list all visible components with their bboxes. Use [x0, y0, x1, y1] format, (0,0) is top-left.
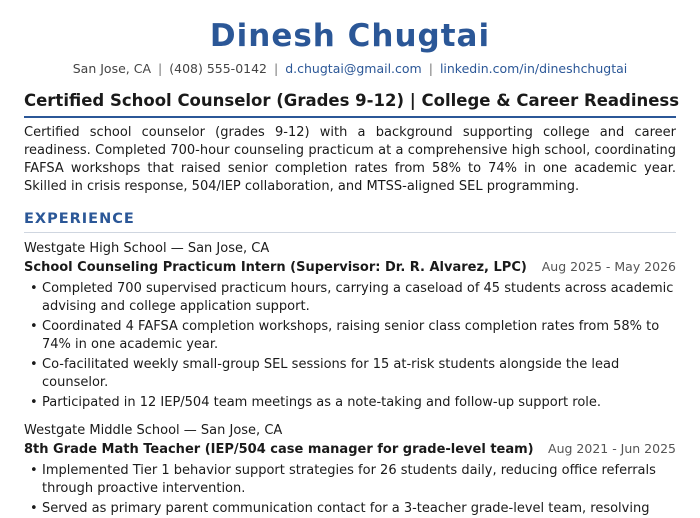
- job-bullets: [24, 462, 676, 518]
- bullet-item: • Served as primary parent communication contact for a 3-teacher grade-level team, resolving: [24, 500, 676, 518]
- bullet-item: • Coordinated 4 FAFSA completion workshops, raising senior class completion rates from 58% to 74% in one academic year.: [24, 318, 676, 354]
- job-entry: [24, 422, 676, 518]
- phone: (408) 555-0142: [169, 61, 268, 76]
- separator: |: [158, 61, 163, 76]
- section-title-experience: EXPERIENCE: [24, 209, 676, 233]
- job-entry: [24, 240, 676, 412]
- separator: |: [428, 61, 433, 76]
- job-role: 8th Grade Math Teacher (IEP/504 case manager for grade-level team): [24, 442, 534, 457]
- job-bullets: [24, 280, 676, 412]
- job-role-row: [24, 258, 676, 277]
- job-employer: Westgate Middle School — San Jose, CA: [24, 423, 283, 438]
- bullet-item: • Implemented Tier 1 behavior support strategies for 26 students daily, reducing office referrals through proactive intervention.: [24, 462, 676, 498]
- job-employer: Westgate High School — San Jose, CA: [24, 241, 270, 256]
- candidate-name: Dinesh Chugtai: [209, 18, 491, 54]
- location: San Jose, CA: [72, 61, 152, 76]
- contact-line: [24, 60, 676, 78]
- email-link[interactable]: d.chugtai@gmail.com: [285, 61, 422, 76]
- summary-paragraph: Certified school counselor (grades 9-12) with a background supporting college and career readiness. Completed 700-hour counseling practicum at a comprehensive high school, coordinating FAFSA workshops that raised senior completion rates from 58% to 74% in one academic year. Skilled in crisis response, 504/IEP collaboration, and MTSS-aligned SEL programming.: [24, 125, 676, 194]
- bullet-item: • Co-facilitated weekly small-group SEL sessions for 15 at-risk students alongside the lead counselor.: [24, 356, 676, 392]
- job-dates: Aug 2025 - May 2026: [541, 259, 676, 274]
- separator: |: [274, 61, 279, 76]
- headline: Certified School Counselor (Grades 9-12) | College & Career Readiness: [24, 90, 676, 118]
- bullet-item: • Completed 700 supervised practicum hours, carrying a caseload of 45 students across academic advising and college application support.: [24, 280, 676, 316]
- linkedin-link[interactable]: linkedin.com/in/dineshchugtai: [439, 61, 628, 76]
- job-role-row: [24, 440, 676, 459]
- job-dates: Aug 2021 - Jun 2025: [548, 441, 676, 456]
- job-role: School Counseling Practicum Intern (Supervisor: Dr. R. Alvarez, LPC): [24, 260, 527, 275]
- bullet-item: • Participated in 12 IEP/504 team meetings as a note-taking and follow-up support role.: [24, 394, 676, 412]
